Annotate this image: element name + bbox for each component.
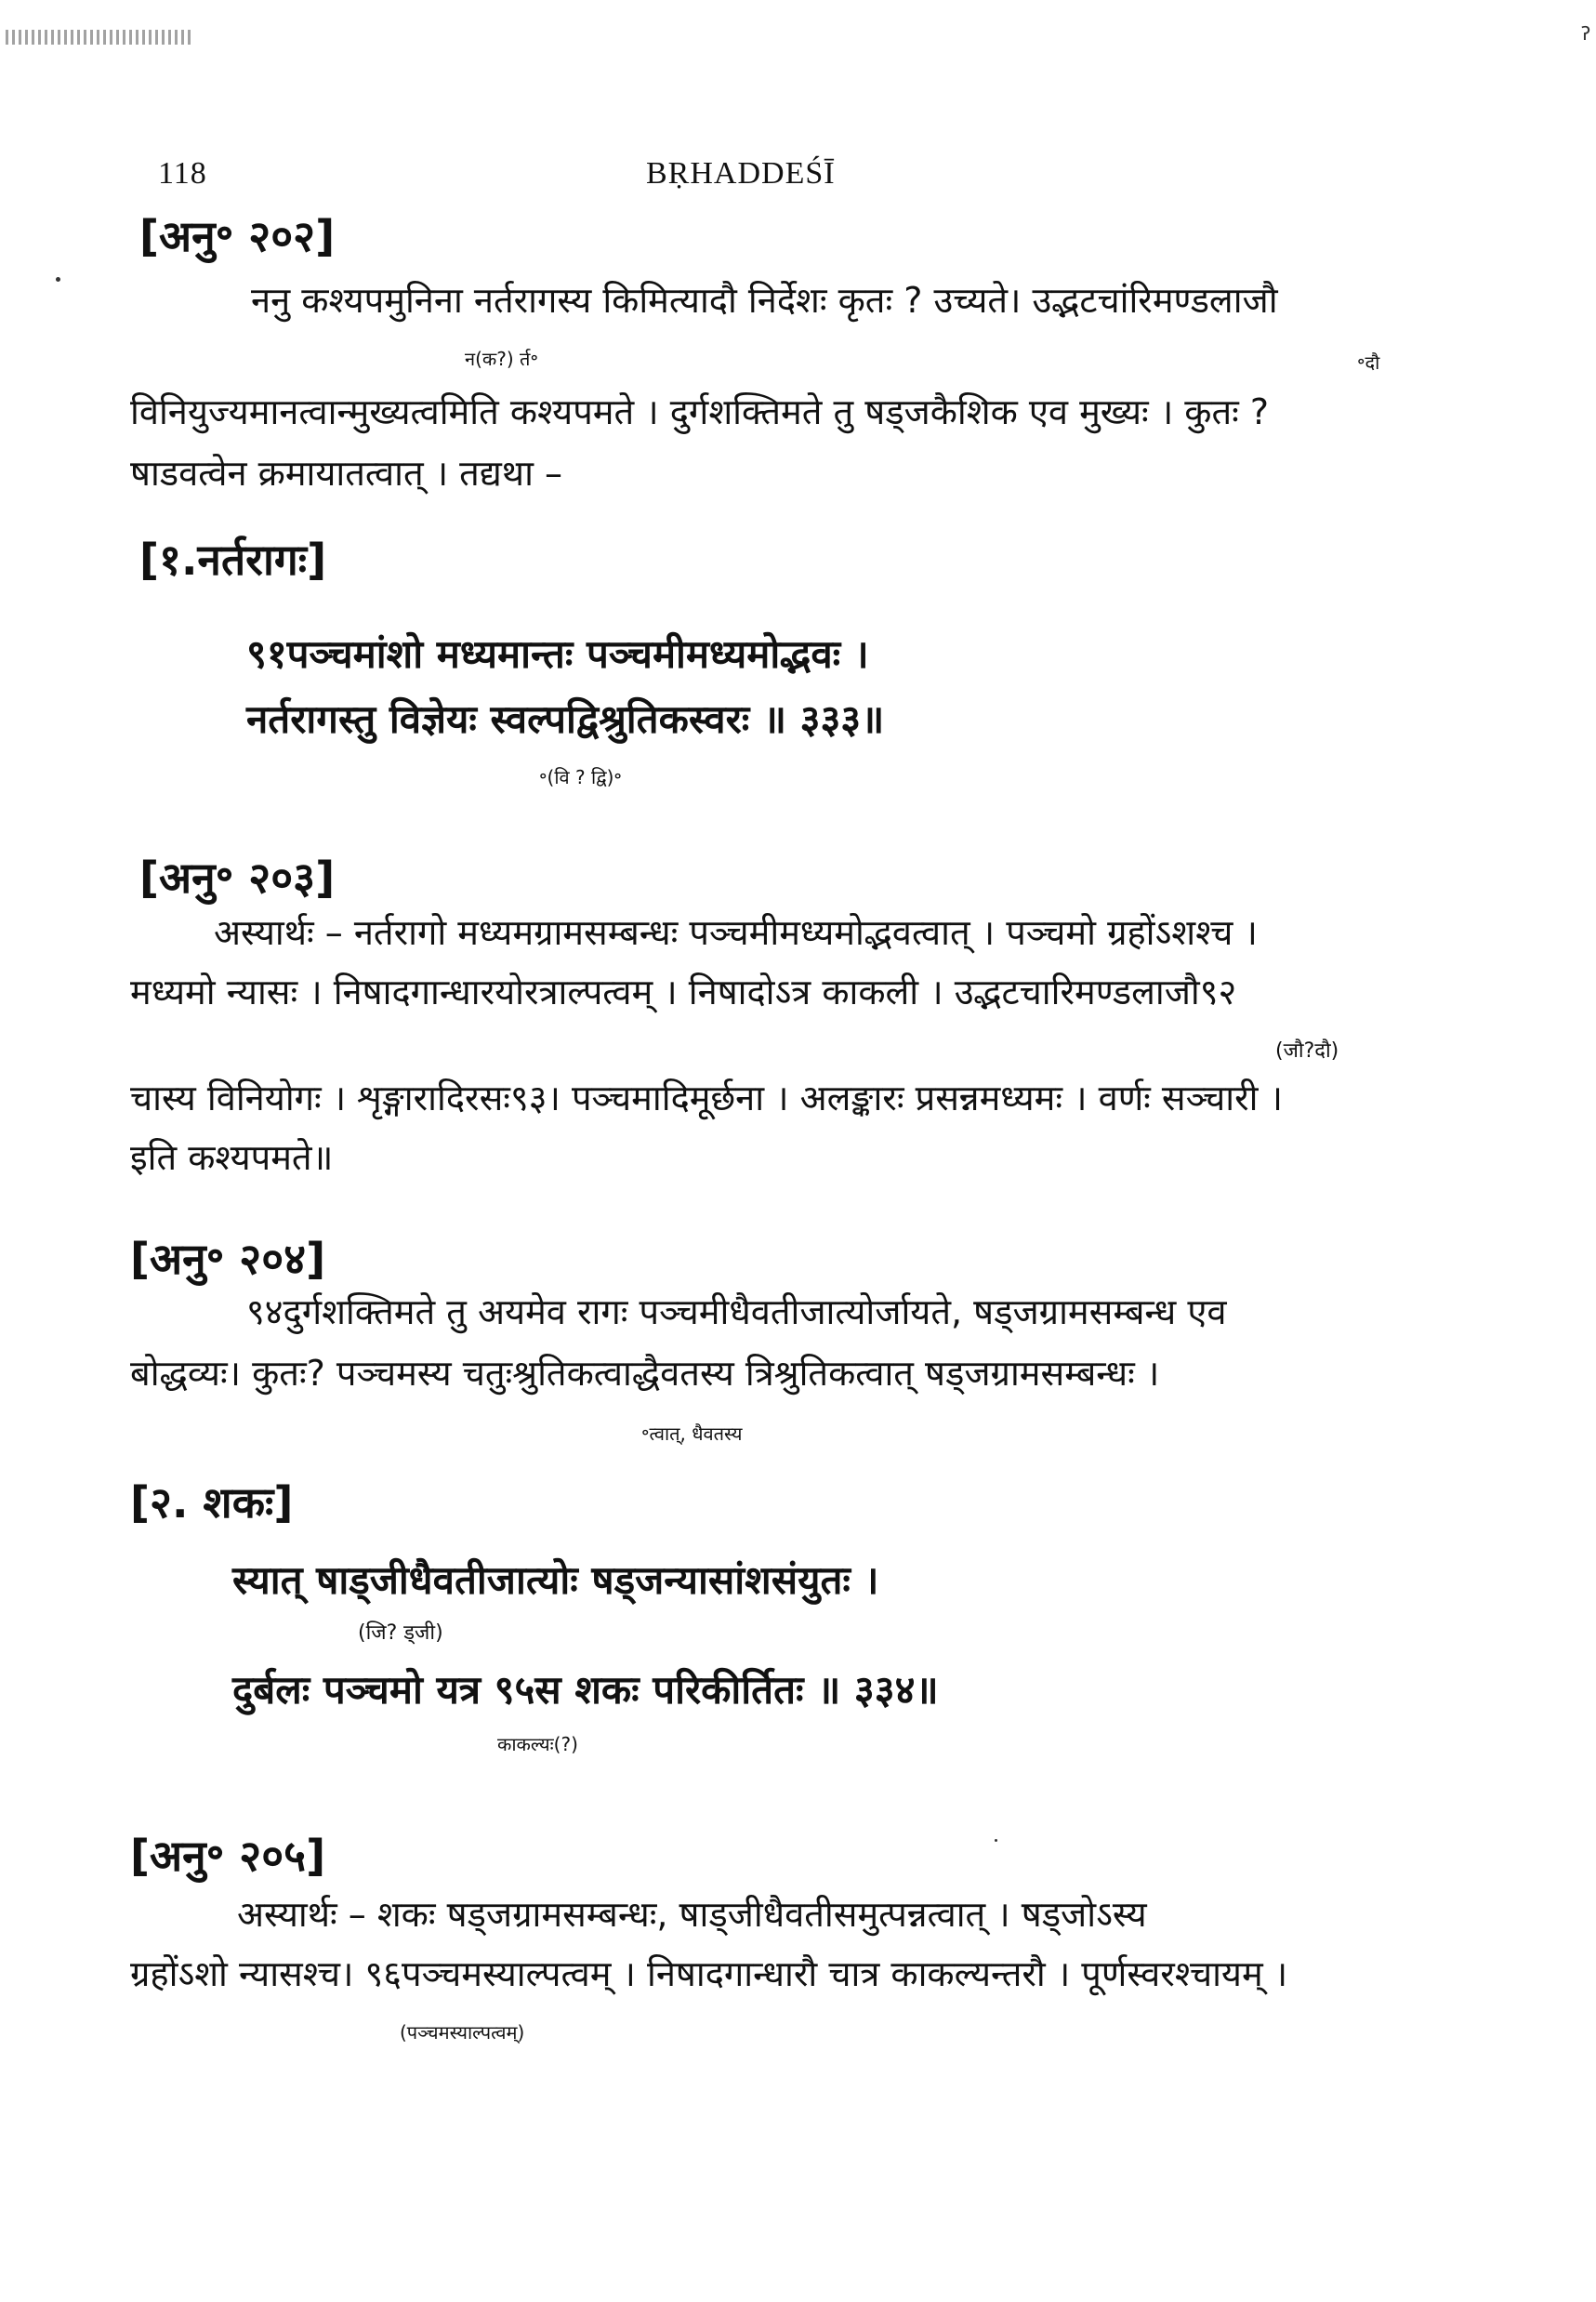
section-heading: [अनु॰ २०३] — [139, 853, 336, 903]
text-line: ९४दुर्गशक्तिमते तु अयमेव रागः पञ्चमीधैवतीजात्योर्जायते, षड्जग्रामसम्बन्ध एव — [246, 1291, 1227, 1332]
footnote-note: ॰दौ — [1357, 351, 1380, 374]
section-heading: [अनु॰ २०५] — [130, 1831, 326, 1881]
scan-noise — [6, 30, 191, 45]
text-line: विनियुज्यमानत्वान्मुख्यत्वमिति कश्यपमते । दुर्गशक्तिमते तु षड्जकैशिक एव मुख्यः । कुतः ? — [130, 391, 1270, 432]
running-title: BṚHADDEŚĪ — [646, 156, 836, 191]
footnote-note: काकल्यः(?) — [497, 1733, 578, 1755]
text-line: चास्य विनियोगः । शृङ्गारादिरसः९३। पञ्चमादिमूर्छना । अलङ्कारः प्रसन्नमध्यमः । वर्णः सञ्चारी । — [130, 1078, 1283, 1118]
footnote-note: ॰त्वात्, धैवतस्य — [641, 1422, 743, 1445]
verse-line: नर्तरागस्तु विज्ञेयः स्वल्पद्विश्रुतिकस्वरः ॥ ३३३॥ — [246, 696, 885, 742]
section-heading: [अनु॰ २०४] — [130, 1234, 326, 1284]
corner-mark: ॽ — [1580, 20, 1591, 46]
verse-line: दुर्बलः पञ्चमो यत्र ९५स शकः परिकीर्तितः ॥ ३३४॥ — [232, 1667, 939, 1713]
footnote-note: (पञ्चमस्याल्पत्वम्) — [400, 2021, 525, 2044]
verse-line: स्यात् षाड्जीधैवतीजात्योः षड्जन्यासांशसंयुतः । — [232, 1557, 879, 1603]
scan-speck — [56, 277, 60, 282]
scan-speck — [995, 1839, 997, 1842]
text-line: ग्रहोंऽशो न्यासश्च। ९६पञ्चमस्याल्पत्वम् । निषादगान्धारौ चात्र काकल्यन्तरौ । पूर्णस्वरश्चायम् । — [130, 1953, 1288, 1994]
page-number: 118 — [158, 156, 207, 191]
footnote-note: (जौ?दौ) — [1275, 1039, 1339, 1063]
text-line: इति कश्यपमते॥ — [130, 1137, 334, 1178]
text-line: मध्यमो न्यासः । निषादगान्धारयोरत्राल्पत्वम् । निषादोऽत्र काकली । उद्भटचारिमण्डलाजौ९२ — [130, 972, 1237, 1012]
text-line: ननु कश्यपमुनिना नर्तरागस्य किमित्यादौ निर्देशः कृतः ? उच्यते। उद्भटचांरिमण्डलाजौ — [251, 280, 1278, 321]
section-heading: [२. शकः] — [130, 1477, 294, 1528]
section-heading: [१.नर्तरागः] — [139, 535, 327, 585]
footnote-note: न(क?) र्त॰ — [465, 348, 538, 370]
footnote-note: ॰(वि ? द्वि)॰ — [539, 766, 622, 788]
text-line: बोद्धव्यः। कुतः? पञ्चमस्य चतुःश्रुतिकत्वाद्धैवतस्य त्रिश्रुतिकत्वात् षड्जग्रामसम्बन्धः । — [130, 1353, 1160, 1394]
footnote-note: (जि? ड्जी) — [358, 1621, 443, 1645]
text-line: षाडवत्वेन क्रमायातत्वात् । तद्यथा – — [130, 453, 562, 494]
section-heading: [अनु॰ २०२] — [139, 211, 336, 261]
text-line: अस्यार्थः – शकः षड्जग्रामसम्बन्धः, षाड्जीधैवतीसमुत्पन्नत्वात् । षड्जोऽस्य — [237, 1894, 1147, 1935]
text-line: अस्यार्थः – नर्तरागो मध्यमग्रामसम्बन्धः पञ्चमीमध्यमोद्भवत्वात् । पञ्चमो ग्रहोंऽशश्च । — [214, 912, 1258, 953]
verse-line: ९१पञ्चमांशो मध्यमान्तः पञ्चमीमध्यमोद्भवः । — [246, 631, 869, 677]
